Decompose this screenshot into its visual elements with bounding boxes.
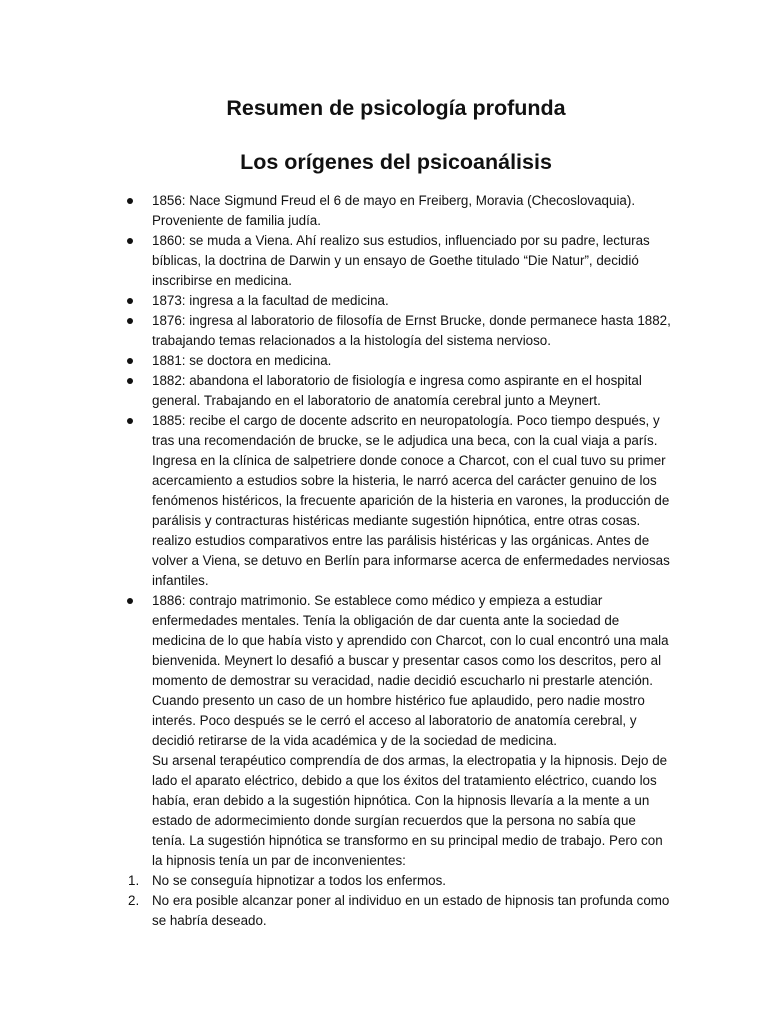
page-title: Resumen de psicología profunda bbox=[226, 96, 566, 120]
numbered-item-text: No era posible alcanzar poner al individuo en un estado de hipnosis tan profunda como se habría deseado. bbox=[152, 893, 670, 928]
list-item bbox=[120, 351, 672, 371]
list-item-text: 1882: abandona el laboratorio de fisiología e ingresa como aspirante en el hospital general. Trabajando en el laboratorio de anatomía cerebral junto a Meynert. bbox=[152, 373, 642, 408]
numbered-item bbox=[120, 871, 672, 891]
bullet-icon bbox=[127, 238, 133, 244]
list-item-text: 1876: ingresa al laboratorio de filosofía de Ernst Brucke, donde permanece hasta 1882, trabajando temas relacionados a la histología del sistema nervioso. bbox=[152, 313, 671, 348]
list-item-text: 1881: se doctora en medicina. bbox=[152, 353, 332, 368]
bullet-list bbox=[120, 191, 672, 871]
bullet-icon bbox=[127, 598, 133, 604]
numbered-item bbox=[120, 891, 672, 931]
list-number: 2. bbox=[128, 893, 140, 908]
list-item-text: 1856: Nace Sigmund Freud el 6 de mayo en Freiberg, Moravia (Checoslovaquia). Proveniente de familia judía. bbox=[152, 193, 636, 228]
page-subtitle: Los orígenes del psicoanálisis bbox=[240, 150, 552, 174]
list-item bbox=[120, 191, 672, 231]
list-item-text: 1886: contrajo matrimonio. Se establece como médico y empieza a estudiar enfermedades mentales. Tenía la obligación de dar cuenta ante la sociedad de medicina de lo que había visto y aprendido con Charcot, con lo cual encontró una mala bienvenida. Meynert lo desafió a buscar y presentar casos como los descritos, pero al momento de demostrar su veracidad, nadie decidió escucharlo ni prestarle atención. Cuando presento un caso de un hombre histérico fue aplaudido, pero nadie mostro interés. Poco después se le cerró el acceso al laboratorio de anatomía cerebral, y decidió retirarse de la vida académica y de la sociedad de medicina. bbox=[152, 593, 669, 748]
list-item bbox=[120, 291, 672, 311]
numbered-list bbox=[120, 871, 672, 931]
list-item bbox=[120, 591, 672, 871]
list-item bbox=[120, 311, 672, 351]
bullet-icon bbox=[127, 298, 133, 304]
list-item bbox=[120, 231, 672, 291]
list-item-text: 1873: ingresa a la facultad de medicina. bbox=[152, 293, 389, 308]
bullet-icon bbox=[127, 358, 133, 364]
bullet-icon bbox=[127, 198, 133, 204]
list-item-text: 1885: recibe el cargo de docente adscrito en neuropatología. Poco tiempo después, y tras una recomendación de brucke, se le adjudica una beca, con la cual viaja a parís. Ingresa en la clínica de salpetriere donde conoce a Charcot, con el cual tuvo su primer acercamiento a estudios sobre la histeria, le narró acerca del carácter genuino de los fenómenos histéricos, la frecuente aparición de la histeria en varones, la producción de parálisis y contracturas histéricas mediante sugestión hipnótica, entre otras cosas. realizo estudios comparativos entre las parálisis histéricas y las orgánicas. Antes de volver a Viena, se detuvo en Berlín para informarse acerca de enfermedades nerviosas infantiles. bbox=[152, 413, 670, 588]
bullet-icon bbox=[127, 378, 133, 384]
continuation-paragraph: Su arsenal terapéutico comprendía de dos armas, la electropatia y la hipnosis. Dejo de lado el aparato eléctrico, debido a que los éxitos del tratamiento eléctrico, cuando los había, eran debido a la sugestión hipnótica. Con la hipnosis llevaría a la mente a un estado de adormecimiento donde surgían recuerdos que la persona no sabía que tenía. La sugestión hipnótica se transformo en su principal medio de trabajo. Pero con la hipnosis tenía un par de inconvenientes: bbox=[152, 753, 668, 868]
list-item bbox=[120, 371, 672, 411]
list-item bbox=[120, 411, 672, 591]
bullet-icon bbox=[127, 418, 133, 424]
numbered-item-text: No se conseguía hipnotizar a todos los enfermos. bbox=[152, 873, 447, 888]
bullet-icon bbox=[127, 318, 133, 324]
list-item-text: 1860: se muda a Viena. Ahí realizo sus estudios, influenciado por su padre, lecturas bíblicas, la doctrina de Darwin y un ensayo de Goethe titulado “Die Natur”, decidió inscribirse en medicina. bbox=[152, 233, 650, 288]
list-number: 1. bbox=[128, 873, 140, 888]
